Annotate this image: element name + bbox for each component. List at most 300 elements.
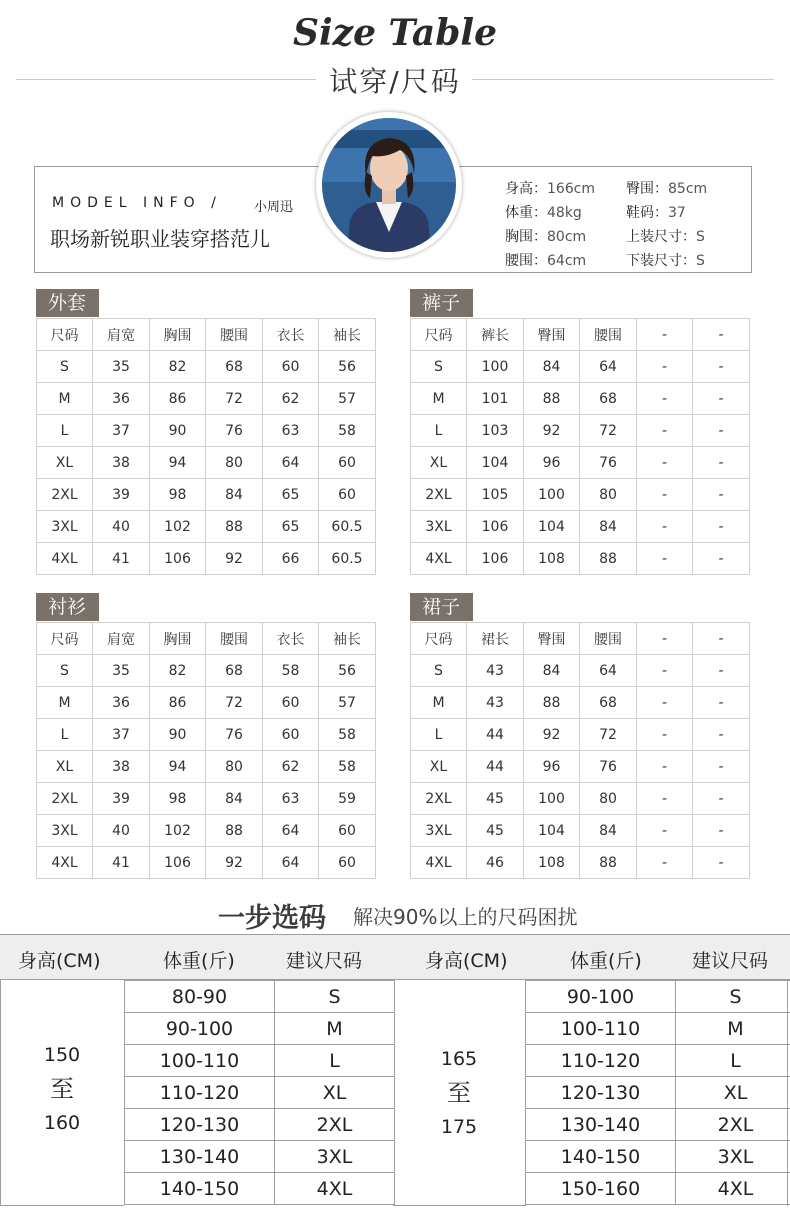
header-size-1: 建议尺码 [286,950,363,972]
table-cell: 82 [150,655,206,687]
stat-weight: 体重：48kg [505,205,582,221]
table-cell: XL [411,447,467,479]
table-cell: 64 [263,815,319,847]
table-header-cell: - [693,319,750,351]
table-cell: 84 [524,351,580,383]
table-cell: 57 [319,687,376,719]
table-cell: 65 [263,479,319,511]
table-cell: - [693,783,750,815]
table-cell: 108 [524,543,580,575]
table-cell: 56 [319,655,376,687]
table-cell: 104 [524,511,580,543]
table-cell: 88 [580,847,637,879]
table-cell: S [411,351,467,383]
table-cell: 60 [263,687,319,719]
table-row [125,1045,395,1077]
table-row [37,815,376,847]
rec-border-bottom-2 [393,1205,526,1206]
table-cell: 82 [150,351,206,383]
table-header-cell: 腰围 [206,623,263,655]
table-cell: XL [37,751,93,783]
table-cell: 68 [206,351,263,383]
table-cell: 76 [206,719,263,751]
table-cell: - [637,719,693,751]
table-row [411,415,750,447]
suggested-size-cell: 2XL [275,1109,395,1141]
table-header-cell: 尺码 [411,623,467,655]
table-row [411,383,750,415]
table-cell: 88 [524,383,580,415]
table-cell: 66 [263,543,319,575]
table-row [526,1045,790,1077]
table-cell: 106 [467,511,524,543]
weight-range-cell: 150-160 [526,1173,676,1205]
table-header-cell: 肩宽 [93,319,150,351]
table-row [125,981,395,1013]
table-row [37,479,376,511]
table-header-cell: 臀围 [524,319,580,351]
table-row [411,351,750,383]
table-cell: 4XL [37,847,93,879]
table-cell: 72 [580,719,637,751]
table-cell: 60.5 [319,543,376,575]
table-cell: 2XL [37,479,93,511]
table-cell: 98 [150,479,206,511]
table-cell: 92 [206,847,263,879]
table-cell: 60 [263,719,319,751]
weight-range-cell: 80-90 [125,981,275,1013]
table-cell: - [637,479,693,511]
table-cell: 43 [467,687,524,719]
table-cell: 88 [524,687,580,719]
table-cell: 4XL [37,543,93,575]
table-header-row [411,623,750,655]
table-cell: 100 [524,479,580,511]
weight-range-cell: 110-120 [526,1045,676,1077]
table-cell: 45 [467,783,524,815]
table-cell: 94 [150,447,206,479]
table-cell: 64 [580,351,637,383]
table-cell: 64 [263,847,319,879]
model-avatar [316,112,462,258]
table-header-cell: 衣长 [263,623,319,655]
table-cell: 3XL [37,511,93,543]
table-cell: 65 [263,511,319,543]
table-row [526,1013,790,1045]
table-header-cell: 裤长 [467,319,524,351]
table-cell: 58 [319,751,376,783]
weight-range-cell: 130-140 [526,1109,676,1141]
table-row [526,981,790,1013]
table-row [411,447,750,479]
table-header-cell: 臀围 [524,623,580,655]
page-subtitle: 试穿/尺码 [329,65,461,98]
table-row [125,1077,395,1109]
table-cell: - [637,655,693,687]
table-cell: - [637,751,693,783]
table-cell: 92 [524,719,580,751]
table-row [125,1013,395,1045]
table-cell: 60.5 [319,511,376,543]
table-row [37,351,376,383]
table-cell: 76 [580,751,637,783]
table-cell: 59 [319,783,376,815]
table-cell: - [693,447,750,479]
table-cell: 106 [150,847,206,879]
section-tag-skirt: 裙子 [410,593,473,621]
table-cell: - [693,687,750,719]
table-row [526,1077,790,1109]
table-header-row [37,623,376,655]
table-cell: 90 [150,719,206,751]
suggested-size-cell: XL [676,1077,790,1109]
step-subtitle: 解决90%以上的尺码困扰 [353,905,578,929]
table-cell: - [637,351,693,383]
table-cell: 84 [206,783,263,815]
table-cell: 63 [263,415,319,447]
height-range-2: 165 至 175 [440,1048,478,1138]
table-cell: - [637,383,693,415]
table-cell: S [411,655,467,687]
table-cell: - [637,543,693,575]
table-cell: 40 [93,815,150,847]
table-row [37,511,376,543]
table-cell: 37 [93,415,150,447]
stat-top-size: 上装尺寸：S [626,229,705,245]
table-cell: 105 [467,479,524,511]
table-cell: 68 [206,655,263,687]
table-row [37,543,376,575]
table-cell: 57 [319,383,376,415]
table-cell: 88 [206,511,263,543]
suggested-size-cell: 4XL [676,1173,790,1205]
page-title: Size Table [293,12,497,54]
table-header-cell: 腰围 [580,319,637,351]
table-cell: - [637,687,693,719]
stat-waist: 腰围：64cm [505,253,587,269]
table-row [526,1109,790,1141]
weight-range-cell: 120-130 [125,1109,275,1141]
table-cell: 64 [263,447,319,479]
table-cell: 72 [580,415,637,447]
table-row [526,1141,790,1173]
header-height-2: 身高(CM) [425,950,508,972]
table-cell: 36 [93,383,150,415]
table-row [37,687,376,719]
section-tag-coat: 外套 [36,289,99,317]
table-cell: 104 [524,815,580,847]
table-cell: 101 [467,383,524,415]
table-header-row [37,319,376,351]
table-cell: 84 [580,815,637,847]
table-row [37,383,376,415]
table-cell: 56 [319,351,376,383]
table-cell: M [411,383,467,415]
table-cell: 62 [263,383,319,415]
weight-size-table-2 [525,980,790,1205]
table-cell: M [37,687,93,719]
table-cell: 2XL [37,783,93,815]
table-row [411,719,750,751]
table-header-cell: 尺码 [37,623,93,655]
suggested-size-cell: XL [275,1077,395,1109]
stat-hip: 臀围：85cm [626,181,708,197]
table-cell: - [693,511,750,543]
table-cell: 102 [150,815,206,847]
model-info-label: MODEL INFO / [52,195,222,211]
table-cell: - [637,415,693,447]
table-cell: 94 [150,751,206,783]
suggested-size-cell: L [676,1045,790,1077]
table-cell: 44 [467,751,524,783]
table-cell: 100 [524,783,580,815]
table-header-cell: 腰围 [206,319,263,351]
table-cell: 60 [319,447,376,479]
table-row [411,751,750,783]
table-cell: 60 [319,847,376,879]
table-cell: 84 [206,479,263,511]
table-row [37,415,376,447]
table-header-cell: 尺码 [37,319,93,351]
table-cell: 108 [524,847,580,879]
weight-range-cell: 90-100 [526,981,676,1013]
table-cell: L [411,415,467,447]
table-cell: 37 [93,719,150,751]
stat-height: 身高：166cm [505,181,596,197]
suggested-size-cell: 4XL [275,1173,395,1205]
table-cell: 38 [93,447,150,479]
table-cell: 39 [93,783,150,815]
skirt-size-table [410,622,750,879]
height-range-1: 150 至 160 [43,1044,81,1134]
table-header-cell: 裙长 [467,623,524,655]
table-header-cell: 胸围 [150,319,206,351]
table-cell: - [637,447,693,479]
table-cell: 38 [93,751,150,783]
table-cell: 40 [93,511,150,543]
table-cell: 104 [467,447,524,479]
table-cell: - [693,351,750,383]
stat-shoe: 鞋码：37 [626,205,686,221]
table-cell: 58 [319,719,376,751]
table-cell: 36 [93,687,150,719]
table-cell: 96 [524,751,580,783]
table-header-cell: 尺码 [411,319,467,351]
table-cell: 35 [93,655,150,687]
table-cell: 92 [206,543,263,575]
weight-range-cell: 100-110 [125,1045,275,1077]
table-row [37,783,376,815]
table-cell: 103 [467,415,524,447]
table-cell: M [411,687,467,719]
table-cell: 68 [580,687,637,719]
table-cell: 58 [263,655,319,687]
table-cell: 43 [467,655,524,687]
header-weight-2: 体重(斤) [570,950,642,972]
model-tagline: 职场新锐职业装穿搭范儿 [50,227,270,251]
section-tag-shirt: 衬衫 [36,593,99,621]
table-header-cell: 衣长 [263,319,319,351]
weight-range-cell: 90-100 [125,1013,275,1045]
weight-range-cell: 110-120 [125,1077,275,1109]
table-cell: 64 [580,655,637,687]
table-cell: 4XL [411,543,467,575]
weight-range-cell: 130-140 [125,1141,275,1173]
table-cell: - [693,415,750,447]
table-row [125,1173,395,1205]
header-size-2: 建议尺码 [692,950,769,972]
table-row [411,847,750,879]
suggested-size-cell: L [275,1045,395,1077]
table-cell: 72 [206,383,263,415]
table-cell: 102 [150,511,206,543]
weight-range-cell: 140-150 [526,1141,676,1173]
table-cell: - [693,719,750,751]
table-cell: - [693,543,750,575]
weight-range-cell: 100-110 [526,1013,676,1045]
table-cell: - [693,751,750,783]
table-cell: 84 [580,511,637,543]
table-cell: - [637,815,693,847]
table-cell: M [37,383,93,415]
table-cell: - [693,815,750,847]
table-cell: 88 [580,543,637,575]
table-cell: 76 [206,415,263,447]
stat-bust: 胸围：80cm [505,229,587,245]
table-cell: 2XL [411,783,467,815]
table-header-row [411,319,750,351]
table-cell: L [37,719,93,751]
table-row [526,1173,790,1205]
table-row [37,751,376,783]
table-cell: 92 [524,415,580,447]
table-cell: 80 [580,479,637,511]
step-title: 一步选码 [218,903,326,934]
table-cell: 100 [467,351,524,383]
table-header-cell: 袖长 [319,623,376,655]
table-cell: 58 [319,415,376,447]
table-row [411,655,750,687]
table-cell: 96 [524,447,580,479]
table-cell: 86 [150,383,206,415]
table-cell: 45 [467,815,524,847]
model-name: 小周迅 [254,200,294,215]
table-row [37,847,376,879]
coat-size-table [36,318,376,575]
table-cell: 88 [206,815,263,847]
table-cell: - [637,511,693,543]
table-cell: 80 [206,751,263,783]
table-row [37,655,376,687]
table-cell: 76 [580,447,637,479]
table-row [411,783,750,815]
model-portrait-icon [316,112,462,258]
table-cell: 106 [150,543,206,575]
table-cell: 62 [263,751,319,783]
table-header-cell: 袖长 [319,319,376,351]
table-cell: 84 [524,655,580,687]
table-row [37,719,376,751]
table-row [411,479,750,511]
table-cell: 41 [93,847,150,879]
table-header-cell: 胸围 [150,623,206,655]
table-cell: 3XL [411,511,467,543]
table-cell: - [693,655,750,687]
table-cell: S [37,655,93,687]
table-row [411,511,750,543]
table-row [411,687,750,719]
table-cell: 41 [93,543,150,575]
header-weight-1: 体重(斤) [163,950,235,972]
table-cell: 46 [467,847,524,879]
table-header-cell: - [637,319,693,351]
pants-size-table [410,318,750,575]
suggested-size-cell: M [676,1013,790,1045]
table-cell: 80 [580,783,637,815]
weight-size-table-1 [124,980,395,1205]
table-cell: 44 [467,719,524,751]
table-header-cell: 肩宽 [93,623,150,655]
table-cell: L [411,719,467,751]
table-cell: - [693,479,750,511]
table-cell: 3XL [411,815,467,847]
rec-border-bottom-1 [0,1205,124,1206]
table-cell: 72 [206,687,263,719]
section-tag-pants: 裤子 [410,289,473,317]
suggested-size-cell: S [676,981,790,1013]
table-row [411,815,750,847]
table-header-cell: 腰围 [580,623,637,655]
suggested-size-cell: M [275,1013,395,1045]
table-cell: 63 [263,783,319,815]
table-cell: - [637,847,693,879]
table-cell: XL [411,751,467,783]
table-cell: 60 [319,815,376,847]
table-row [125,1141,395,1173]
table-cell: 98 [150,783,206,815]
table-cell: - [693,383,750,415]
rec-border-left [0,980,1,1206]
table-cell: 60 [263,351,319,383]
suggested-size-cell: 3XL [676,1141,790,1173]
table-cell: S [37,351,93,383]
suggested-size-cell: 3XL [275,1141,395,1173]
table-cell: 86 [150,687,206,719]
table-cell: L [37,415,93,447]
table-row [37,447,376,479]
table-cell: - [693,847,750,879]
table-row [411,543,750,575]
table-cell: 80 [206,447,263,479]
table-header-cell: - [637,623,693,655]
stat-bottom-size: 下装尺寸：S [626,253,705,269]
table-cell: 106 [467,543,524,575]
table-cell: 68 [580,383,637,415]
table-header-cell: - [693,623,750,655]
suggested-size-cell: S [275,981,395,1013]
table-cell: 60 [319,479,376,511]
table-cell: 35 [93,351,150,383]
recommend-header-bar [0,934,790,980]
table-cell: 2XL [411,479,467,511]
table-cell: 4XL [411,847,467,879]
table-cell: XL [37,447,93,479]
table-cell: 39 [93,479,150,511]
header-height-1: 身高(CM) [18,950,101,972]
weight-range-cell: 120-130 [526,1077,676,1109]
table-cell: - [637,783,693,815]
table-row [125,1109,395,1141]
